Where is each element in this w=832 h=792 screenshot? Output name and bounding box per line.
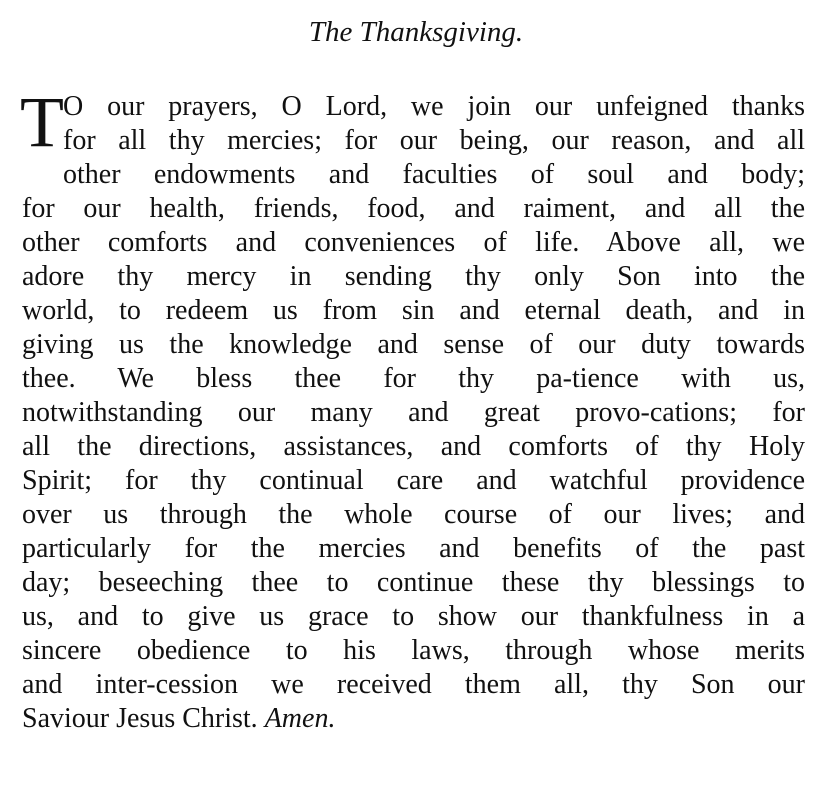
prayer-body <box>20 82 805 736</box>
drop-cap: T <box>20 82 64 162</box>
text-line: O our prayers, O Lord, we join our unfeigned thanks <box>63 91 805 122</box>
text-line: for all thy mercies; for our being, our reason, and all <box>63 125 805 156</box>
text-line: and inter-cession we received them all, thy Son our <box>22 669 805 700</box>
text-line: particularly for the mercies and benefits of the past <box>22 533 805 564</box>
text-line: other comforts and conveniences of life. Above all, we <box>22 227 805 258</box>
text-line-last: Saviour Jesus Christ. Amen. <box>22 703 336 734</box>
text-line: thee. We bless thee for thy pa-tience with us, <box>22 363 805 394</box>
text-line: sincere obedience to his laws, through whose merits <box>22 635 805 666</box>
text-line: Spirit; for thy continual care and watchful providence <box>22 465 805 496</box>
prayer-title: The Thanksgiving. <box>308 16 524 48</box>
text-line: for our health, friends, food, and raiment, and all the <box>22 193 805 224</box>
text-line: adore thy mercy in sending thy only Son into the <box>22 261 805 292</box>
text-line: day; beseeching thee to continue these thy blessings to <box>22 567 805 598</box>
text-line: other endowments and faculties of soul and body; <box>63 159 805 190</box>
text-line: notwithstanding our many and great provo-cations; for <box>22 397 805 428</box>
text-line: us, and to give us grace to show our thankfulness in a <box>22 601 805 632</box>
text-line: all the directions, assistances, and comforts of thy Holy <box>22 431 805 462</box>
amen: Amen. <box>264 703 336 734</box>
text-line: giving us the knowledge and sense of our duty towards <box>22 329 805 360</box>
text-line: world, to redeem us from sin and eternal death, and in <box>22 295 805 326</box>
text-line: over us through the whole course of our lives; and <box>22 499 805 530</box>
